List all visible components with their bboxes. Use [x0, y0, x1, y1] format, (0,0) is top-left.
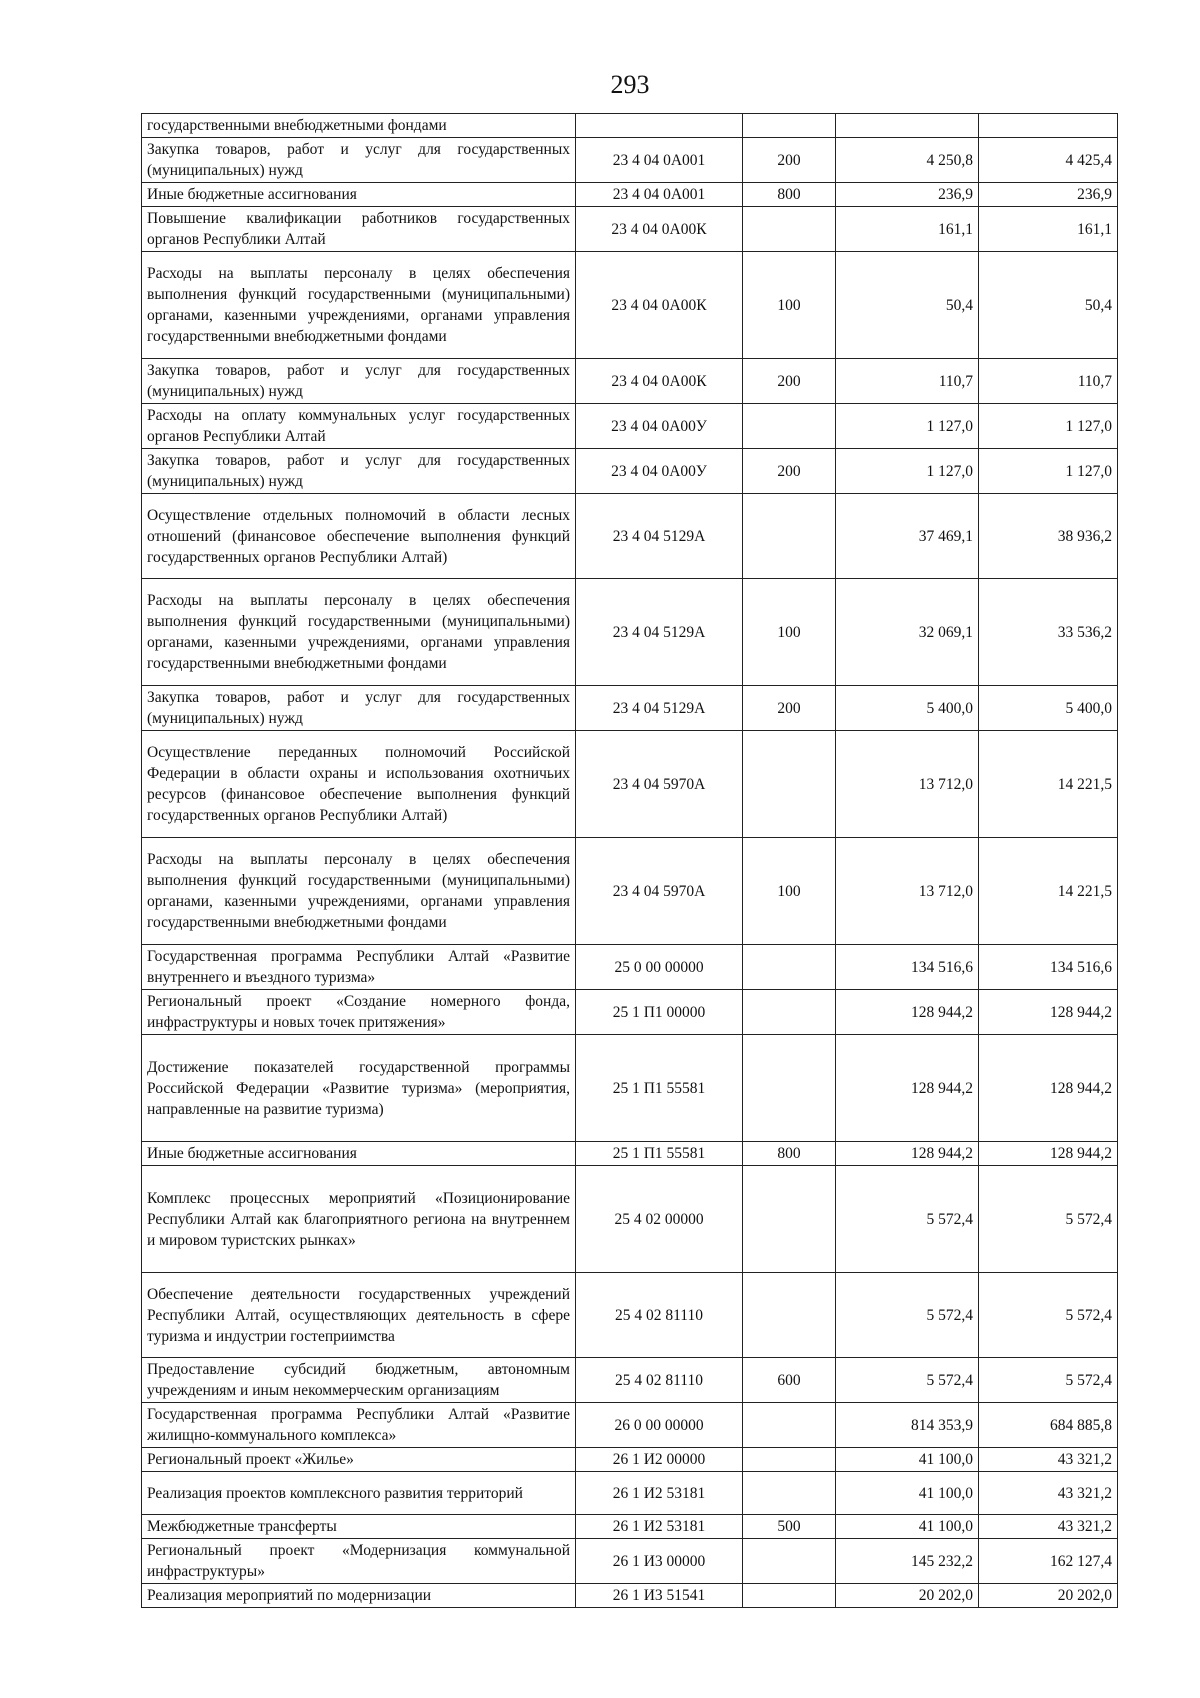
- row-expense-type: [743, 404, 836, 449]
- row-target-code: 26 1 И3 51541: [576, 1584, 743, 1608]
- row-target-code: 26 1 И2 00000: [576, 1448, 743, 1472]
- row-expense-type: [743, 731, 836, 838]
- row-amount-year-2: 5 572,4: [979, 1358, 1118, 1403]
- table-row: [142, 404, 1118, 449]
- row-amount-year-2: 14 221,5: [979, 731, 1118, 838]
- row-description: Повышение квалификации работников государственных органов Республики Алтай: [142, 207, 576, 252]
- row-description: Государственная программа Республики Алтай «Развитие жилищно-коммунального комплекса»: [142, 1403, 576, 1448]
- row-amount-year-1: 145 232,2: [836, 1539, 979, 1584]
- row-target-code: 23 4 04 0А00К: [576, 207, 743, 252]
- table-row: [142, 1584, 1118, 1608]
- row-description: Закупка товаров, работ и услуг для государственных (муниципальных) нужд: [142, 449, 576, 494]
- row-amount-year-1: 5 572,4: [836, 1358, 979, 1403]
- row-expense-type: [743, 1472, 836, 1515]
- row-amount-year-1: 110,7: [836, 359, 979, 404]
- row-description: Иные бюджетные ассигнования: [142, 183, 576, 207]
- table-row: [142, 207, 1118, 252]
- row-expense-type: 200: [743, 359, 836, 404]
- table-row: [142, 1273, 1118, 1358]
- row-expense-type: [743, 1166, 836, 1273]
- table-row: [142, 1515, 1118, 1539]
- row-target-code: 23 4 04 5129А: [576, 686, 743, 731]
- row-amount-year-2: [979, 114, 1118, 138]
- table-row: [142, 1403, 1118, 1448]
- row-amount-year-2: 128 944,2: [979, 1035, 1118, 1142]
- row-amount-year-1: 13 712,0: [836, 838, 979, 945]
- row-expense-type: [743, 990, 836, 1035]
- row-expense-type: [743, 1403, 836, 1448]
- row-target-code: 25 1 П1 55581: [576, 1035, 743, 1142]
- row-target-code: 26 1 И2 53181: [576, 1472, 743, 1515]
- row-target-code: 23 4 04 5970А: [576, 838, 743, 945]
- row-expense-type: 800: [743, 183, 836, 207]
- row-amount-year-1: 1 127,0: [836, 404, 979, 449]
- row-description: Расходы на выплаты персоналу в целях обеспечения выполнения функций государственными (муниципальными) органами, казенными учреждениями, органами управления государственными внебюджетными фондами: [142, 579, 576, 686]
- row-description: Реализация мероприятий по модернизации: [142, 1584, 576, 1608]
- row-amount-year-2: 5 400,0: [979, 686, 1118, 731]
- table-row: [142, 449, 1118, 494]
- row-amount-year-1: 37 469,1: [836, 494, 979, 579]
- row-target-code: 25 4 02 00000: [576, 1166, 743, 1273]
- table-row: [142, 1472, 1118, 1515]
- row-expense-type: [743, 494, 836, 579]
- row-expense-type: 800: [743, 1142, 836, 1166]
- row-target-code: 25 0 00 00000: [576, 945, 743, 990]
- row-amount-year-2: 134 516,6: [979, 945, 1118, 990]
- row-description: Осуществление отдельных полномочий в области лесных отношений (финансовое обеспечение выполнения функций государственных органов Республики Алтай): [142, 494, 576, 579]
- table-row: [142, 945, 1118, 990]
- row-expense-type: [743, 1448, 836, 1472]
- row-amount-year-2: 38 936,2: [979, 494, 1118, 579]
- row-amount-year-1: 1 127,0: [836, 449, 979, 494]
- row-description: Обеспечение деятельности государственных учреждений Республики Алтай, осуществляющих деятельность в сфере туризма и индустрии гостеприимства: [142, 1273, 576, 1358]
- row-target-code: 23 4 04 0А001: [576, 138, 743, 183]
- row-amount-year-1: 161,1: [836, 207, 979, 252]
- row-expense-type: [743, 1584, 836, 1608]
- row-target-code: 23 4 04 0А001: [576, 183, 743, 207]
- row-amount-year-2: 43 321,2: [979, 1448, 1118, 1472]
- row-amount-year-1: 50,4: [836, 252, 979, 359]
- table-row: [142, 838, 1118, 945]
- row-amount-year-1: 128 944,2: [836, 1142, 979, 1166]
- row-target-code: [576, 114, 743, 138]
- table-row: [142, 114, 1118, 138]
- row-description: Расходы на выплаты персоналу в целях обеспечения выполнения функций государственными (муниципальными) органами, казенными учреждениями, органами управления государственными внебюджетными фондами: [142, 838, 576, 945]
- row-amount-year-2: 14 221,5: [979, 838, 1118, 945]
- budget-table: [141, 113, 1118, 1608]
- row-amount-year-2: 110,7: [979, 359, 1118, 404]
- row-expense-type: 200: [743, 138, 836, 183]
- row-target-code: 23 4 04 0А00К: [576, 252, 743, 359]
- row-amount-year-1: 13 712,0: [836, 731, 979, 838]
- row-amount-year-1: 5 400,0: [836, 686, 979, 731]
- row-amount-year-1: 41 100,0: [836, 1472, 979, 1515]
- row-description: Региональный проект «Модернизация коммунальной инфраструктуры»: [142, 1539, 576, 1584]
- table-row: [142, 1166, 1118, 1273]
- row-amount-year-2: 43 321,2: [979, 1472, 1118, 1515]
- table-row: [142, 252, 1118, 359]
- row-target-code: 26 1 И2 53181: [576, 1515, 743, 1539]
- row-target-code: 23 4 04 0А00К: [576, 359, 743, 404]
- row-amount-year-2: 128 944,2: [979, 990, 1118, 1035]
- table-row: [142, 359, 1118, 404]
- row-target-code: 25 1 П1 55581: [576, 1142, 743, 1166]
- row-amount-year-2: 33 536,2: [979, 579, 1118, 686]
- table-row: [142, 183, 1118, 207]
- row-description: Расходы на выплаты персоналу в целях обеспечения выполнения функций государственными (муниципальными) органами, казенными учреждениями, органами управления государственными внебюджетными фондами: [142, 252, 576, 359]
- row-description: Предоставление субсидий бюджетным, автономным учреждениям и иным некоммерческим организациям: [142, 1358, 576, 1403]
- row-amount-year-2: 43 321,2: [979, 1515, 1118, 1539]
- page-number: 293: [610, 70, 650, 99]
- table-row: [142, 494, 1118, 579]
- row-amount-year-2: 20 202,0: [979, 1584, 1118, 1608]
- row-description: государственными внебюджетными фондами: [142, 114, 576, 138]
- table-row: [142, 1358, 1118, 1403]
- row-amount-year-2: 50,4: [979, 252, 1118, 359]
- table-row: [142, 1142, 1118, 1166]
- row-target-code: 23 4 04 5970А: [576, 731, 743, 838]
- row-expense-type: 100: [743, 579, 836, 686]
- row-amount-year-2: 236,9: [979, 183, 1118, 207]
- table-row: [142, 138, 1118, 183]
- row-target-code: 23 4 04 5129А: [576, 494, 743, 579]
- row-amount-year-2: 5 572,4: [979, 1166, 1118, 1273]
- row-amount-year-1: 128 944,2: [836, 990, 979, 1035]
- row-target-code: 23 4 04 0А00У: [576, 449, 743, 494]
- row-description: Комплекс процессных мероприятий «Позиционирование Республики Алтай как благоприятного региона на внутреннем и мировом туристских рынках»: [142, 1166, 576, 1273]
- table-row: [142, 1539, 1118, 1584]
- row-description: Осуществление переданных полномочий Российской Федерации в области охраны и использования охотничьих ресурсов (финансовое обеспечение выполнения функций государственных органов Республики Алтай): [142, 731, 576, 838]
- row-expense-type: [743, 1273, 836, 1358]
- table-row: [142, 1035, 1118, 1142]
- row-amount-year-2: 1 127,0: [979, 449, 1118, 494]
- row-amount-year-2: 5 572,4: [979, 1273, 1118, 1358]
- row-expense-type: [743, 207, 836, 252]
- row-description: Реализация проектов комплексного развития территорий: [142, 1472, 576, 1515]
- row-amount-year-1: 128 944,2: [836, 1035, 979, 1142]
- row-amount-year-2: 684 885,8: [979, 1403, 1118, 1448]
- row-description: Иные бюджетные ассигнования: [142, 1142, 576, 1166]
- table-row: [142, 686, 1118, 731]
- row-expense-type: [743, 1539, 836, 1584]
- row-amount-year-1: 5 572,4: [836, 1166, 979, 1273]
- row-expense-type: 200: [743, 449, 836, 494]
- table-row: [142, 1448, 1118, 1472]
- row-amount-year-1: 814 353,9: [836, 1403, 979, 1448]
- row-amount-year-1: [836, 114, 979, 138]
- row-target-code: 25 1 П1 00000: [576, 990, 743, 1035]
- row-description: Расходы на оплату коммунальных услуг государственных органов Республики Алтай: [142, 404, 576, 449]
- row-amount-year-1: 4 250,8: [836, 138, 979, 183]
- row-target-code: 23 4 04 5129А: [576, 579, 743, 686]
- table-row: [142, 731, 1118, 838]
- row-amount-year-1: 32 069,1: [836, 579, 979, 686]
- row-expense-type: 100: [743, 252, 836, 359]
- row-expense-type: 200: [743, 686, 836, 731]
- row-target-code: 26 1 И3 00000: [576, 1539, 743, 1584]
- row-amount-year-1: 41 100,0: [836, 1448, 979, 1472]
- row-target-code: 23 4 04 0А00У: [576, 404, 743, 449]
- row-amount-year-1: 41 100,0: [836, 1515, 979, 1539]
- row-description: Межбюджетные трансферты: [142, 1515, 576, 1539]
- row-description: Закупка товаров, работ и услуг для государственных (муниципальных) нужд: [142, 359, 576, 404]
- row-description: Закупка товаров, работ и услуг для государственных (муниципальных) нужд: [142, 138, 576, 183]
- row-target-code: 26 0 00 00000: [576, 1403, 743, 1448]
- row-target-code: 25 4 02 81110: [576, 1273, 743, 1358]
- row-amount-year-1: 236,9: [836, 183, 979, 207]
- row-description: Региональный проект «Создание номерного фонда, инфраструктуры и новых точек притяжения»: [142, 990, 576, 1035]
- row-description: Региональный проект «Жилье»: [142, 1448, 576, 1472]
- row-expense-type: [743, 1035, 836, 1142]
- row-description: Государственная программа Республики Алтай «Развитие внутреннего и въездного туризма»: [142, 945, 576, 990]
- row-target-code: 25 4 02 81110: [576, 1358, 743, 1403]
- row-description: Закупка товаров, работ и услуг для государственных (муниципальных) нужд: [142, 686, 576, 731]
- row-description: Достижение показателей государственной программы Российской Федерации «Развитие туризма» (мероприятия, направленные на развитие туризма): [142, 1035, 576, 1142]
- row-amount-year-2: 128 944,2: [979, 1142, 1118, 1166]
- row-amount-year-2: 1 127,0: [979, 404, 1118, 449]
- table-row: [142, 990, 1118, 1035]
- row-expense-type: 100: [743, 838, 836, 945]
- row-amount-year-1: 5 572,4: [836, 1273, 979, 1358]
- row-expense-type: [743, 945, 836, 990]
- row-amount-year-2: 161,1: [979, 207, 1118, 252]
- row-amount-year-1: 134 516,6: [836, 945, 979, 990]
- row-amount-year-2: 162 127,4: [979, 1539, 1118, 1584]
- row-expense-type: [743, 114, 836, 138]
- table-row: [142, 579, 1118, 686]
- budget-table-body: [142, 114, 1118, 1608]
- row-amount-year-1: 20 202,0: [836, 1584, 979, 1608]
- row-expense-type: 600: [743, 1358, 836, 1403]
- row-expense-type: 500: [743, 1515, 836, 1539]
- row-amount-year-2: 4 425,4: [979, 138, 1118, 183]
